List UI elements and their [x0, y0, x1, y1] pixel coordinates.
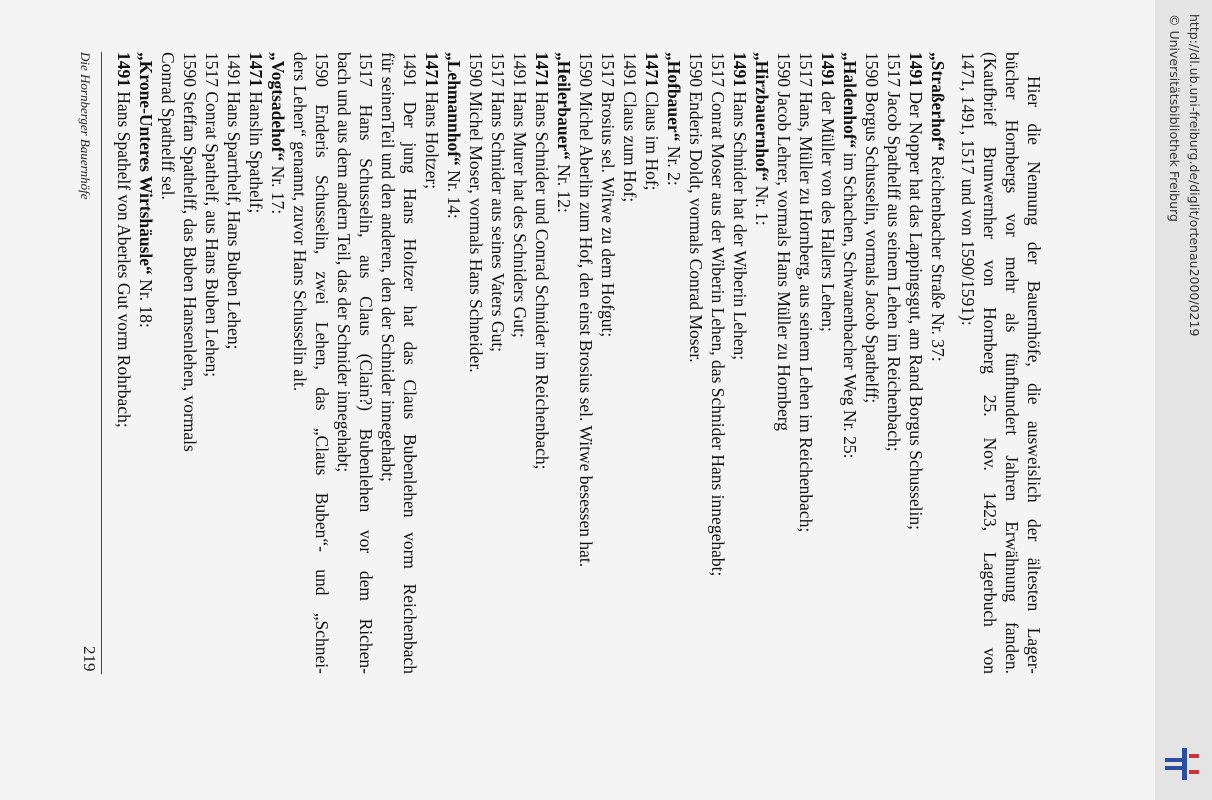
entry-text: Claus im Hof;: [642, 87, 662, 191]
entry-text: 1590 Borgus Schusselin, vormals Jacob Spathelff;: [862, 52, 882, 404]
entry-line: [421, 52, 443, 674]
entry-lead: „Vogtsadehof“: [268, 52, 288, 162]
copyright-notice: © Universitätsbibliothek Freiburg: [1167, 14, 1182, 222]
entry-line: [157, 52, 179, 674]
entry-line: [531, 52, 553, 674]
page-number: 219: [80, 646, 99, 672]
entry-lead: „Lehmannhof“: [444, 52, 464, 166]
entry-text: 1590 Michel Aberlin zum Hof, den einst Brosius sel. Witwe besessen hat.: [576, 52, 596, 568]
entry-line: [905, 52, 927, 674]
entry-text: 1517 Hans Schnider aus seines Vaters Gut;: [488, 52, 508, 353]
entry-lead: 1471: [642, 52, 662, 87]
entry-lead: 1491: [114, 52, 134, 87]
entry-lead: 1471: [422, 52, 442, 87]
library-sidebar: [1155, 0, 1212, 800]
entry-line: [883, 52, 905, 674]
entry-text: 1517 Conrat Spathelf, aus Hans Buben Lehen;: [202, 52, 222, 378]
entry-lead: 1491: [730, 52, 750, 87]
intro-line: 1471, 1491, 1517 und von 1590/1591):: [958, 52, 978, 326]
entry-line: [773, 52, 795, 674]
entry-text: Hans Spathelf von Aberles Gut vorm Rohrbach;: [114, 87, 134, 428]
entry-text: 1491 Der jung Hans Holtzer hat das Claus Bubenlehen vorm Reichenbach: [400, 52, 420, 674]
entry-line: [245, 52, 267, 674]
intro-line: (Kaufbrief Brunwernher von Hornberg 25. Nov. 1423, Lagerbuch von: [980, 52, 1000, 674]
entry-lead: „Hirzbauernhof“: [752, 52, 772, 182]
entry-text: bach und aus dem andern Teil, das der Schnider innegehabt;: [334, 52, 354, 473]
entry-line: [311, 52, 333, 674]
entry-lead: „Krone-Unteres Wirtshäusle“: [136, 52, 156, 275]
entry-text: 1590 Michel Moser, vormals Hans Schneider.: [466, 52, 486, 373]
entry-text: für seinenTeil und den anderen, den der Schnider innegehabt;: [378, 52, 398, 482]
entry-lead: „Heilerbauer“: [554, 52, 574, 160]
entry-text: im Schachen, Schwanenbacher Weg Nr. 25:: [840, 148, 860, 459]
entry-line: [795, 52, 817, 674]
entry-lead: „Haldenhof“: [840, 52, 860, 149]
entry-text: ders Lehen“ genannt, zuvor Hans Schusselin alt.: [290, 52, 310, 392]
entry-lead: 1471: [532, 52, 552, 87]
entry-text: Hans Holtzer;: [422, 87, 442, 190]
entry-text: 1517 Jacob Spathelff aus seinem Lehen im Reichenbach;: [884, 52, 904, 452]
entry-line: [861, 52, 883, 674]
entry-line: [289, 52, 311, 674]
entry-lead: 1491: [906, 52, 926, 87]
entry-line: [399, 52, 421, 674]
entry-text: 1517 Hans, Müller zu Hornberg, aus seinem Lehen im Reichenbach;: [796, 52, 816, 533]
entry-line: [817, 52, 839, 674]
entry-text: 1517 Brosius sel. Witwe zu dem Hofgut;: [598, 52, 618, 338]
entry-text: Nr. 14:: [444, 165, 464, 219]
entry-line: [487, 52, 509, 674]
source-url[interactable]: http://dl.ub.uni-freiburg.de/diglit/ortenau2000/0219: [1187, 14, 1202, 337]
library-logo-icon: [1165, 744, 1205, 784]
entry-line: [751, 52, 773, 674]
entry-line: [443, 52, 465, 674]
entry-line: [641, 52, 663, 674]
entry-text: Hans Schnider und Conrad Schnider im Reichenbach;: [532, 87, 552, 470]
entry-text: 1590 Enderis Doldt, vormals Conrad Moser.: [686, 52, 706, 363]
entry-line: [619, 52, 641, 674]
entry-text: Nr. 18:: [136, 274, 156, 328]
entry-text: Nr. 17:: [268, 161, 288, 215]
header-rule: [101, 52, 102, 674]
entry-line: [113, 52, 135, 674]
entry-line: [465, 52, 487, 674]
entry-text: 1491 Hans Murer hat des Schniders Gut;: [510, 52, 530, 338]
entry-line: [575, 52, 597, 674]
entry-line: [663, 52, 685, 674]
entry-line: [597, 52, 619, 674]
entry-line: [729, 52, 751, 674]
entry-line: [509, 52, 531, 674]
entry-text: 1491 Hans Sparrthelf, Hans Buben Lehen;: [224, 52, 244, 350]
entry-line: [377, 52, 399, 674]
entry-lead: 1491: [818, 52, 838, 87]
entry-line: [553, 52, 575, 674]
entry-text: Nr. 1:: [752, 181, 772, 226]
entry-lead: „Straßerhof“: [928, 52, 948, 152]
entry-line: [839, 52, 861, 674]
entry-text: 1517 Conrat Moser aus der Wiberin Lehen, das Schnider Hans innegehabt;: [708, 52, 728, 577]
entry-text: Hans Schnider hat der Wiberin Lehen;: [730, 87, 750, 361]
entry-text: Der Nopper hat das Lappingsgut, am Rand Borgus Schusselin;: [906, 87, 926, 530]
intro-line: bücher Hornbergs vor mehr als fünfhundert Jahren Erwähnung fanden.: [1002, 52, 1022, 674]
entry-text: der Müller von des Hallers Lehen;: [818, 87, 838, 332]
entry-text: Conrad Spathelff sel.: [158, 52, 178, 200]
entry-text: 1491 Claus zum Hof;: [620, 52, 640, 203]
entry-line: [201, 52, 223, 674]
entry-text: Reichenbacher Straße Nr. 37:: [928, 151, 948, 362]
entry-text: Hanslin Spathelf;: [246, 87, 266, 214]
entry-text: 1590 Jacob Lehrer, vormals Hans Müller zu Hornberg: [774, 52, 794, 432]
entry-line: [135, 52, 157, 674]
running-title: Die Hornberger Bauernhöfe: [78, 52, 93, 200]
entry-line: [333, 52, 355, 674]
entry-text: Nr. 12:: [554, 159, 574, 213]
entry-lead: „Hofbauer“: [664, 52, 684, 142]
entry-line: [927, 52, 949, 674]
entry-line: [685, 52, 707, 674]
entry-line: [355, 52, 377, 674]
entry-text: 1590 Steffan Spathelff, das Buben Hansenlehen, vormals: [180, 52, 200, 452]
entries-list: [113, 52, 949, 674]
entry-line: [179, 52, 201, 674]
entry-text: 1517 Hans Schusselin, aus Claus (Clain?) Bubenlehen vor dem Richen-: [356, 52, 376, 674]
entry-text: Nr. 2:: [664, 141, 684, 186]
intro-line: Hier die Nennung der Bauernhöfe, die ausweislich der ältesten Lager-: [1024, 76, 1044, 674]
entry-line: [707, 52, 729, 674]
entry-line: [267, 52, 289, 674]
entry-text: 1590 Enderis Schusselin, zwei Lehen, das „Claus Buben“- und „Schnei-: [312, 52, 332, 674]
entry-line: [223, 52, 245, 674]
text-column: [110, 52, 1045, 674]
entry-lead: 1471: [246, 52, 266, 87]
